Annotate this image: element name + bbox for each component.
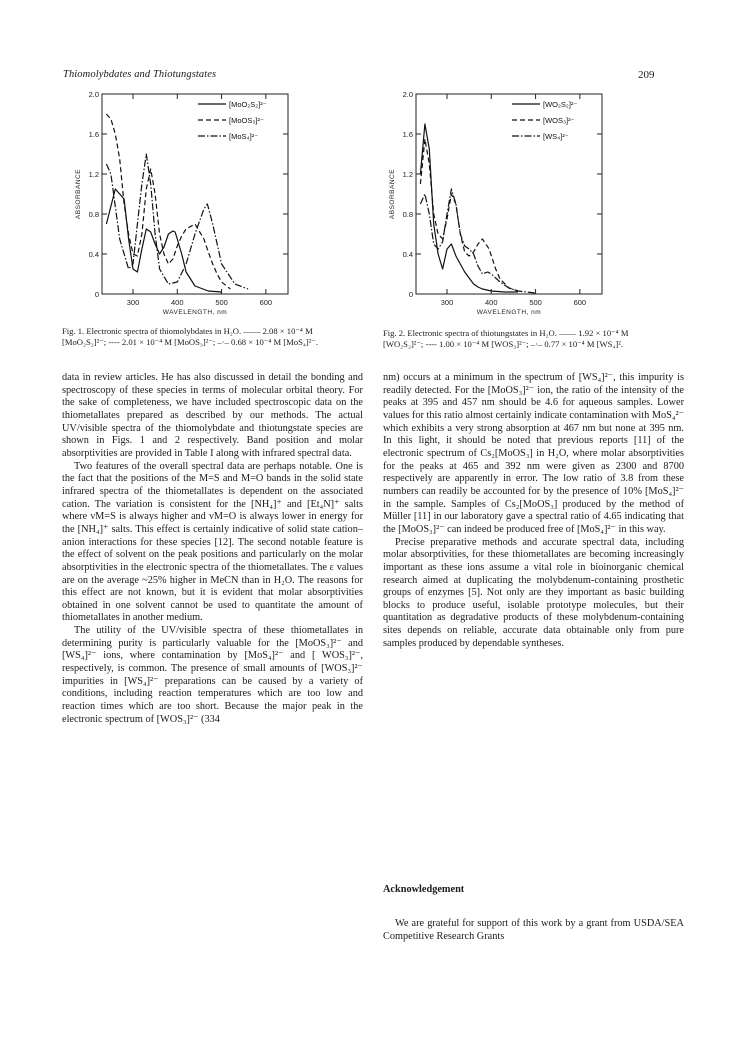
legend-entry: [WO₂S₂]²⁻	[543, 100, 578, 109]
y-tick-label: 0.8	[88, 210, 99, 219]
y-tick-label: 1.2	[402, 170, 413, 179]
y-tick-label: 0.4	[88, 250, 99, 259]
paragraph: Precise preparative methods and accurate spectral data, including molar absorptivities, for these thiometallates are becoming increasingly important as these ions assume a vital role in bioinorganic chemical research aimed at duplicating the molybdenum-containing prosthetic groups of enzymes [5]. Not only are they important as basic building blocks to produce useful, isolable prototype molecules, but their quantitation as degradative products of these molybdenum-containing sites depends on reliable, accurate data obtainable only from pure samples produced by dependable syntheses.	[383, 536, 684, 649]
right-column	[383, 372, 684, 650]
x-tick-label: 600	[573, 298, 587, 307]
acknowledgement-heading: Acknowledgement	[383, 884, 465, 895]
y-tick-label: 0	[94, 290, 99, 299]
figure-2-caption: Fig. 2. Electronic spectra of thiotungstates in H₂O. —— 1.92 × 10⁻⁴ M [WO₂S₂]²⁻; ---- 1.00 × 10⁻⁴ M [WOS₃]²⁻; –·– 0.77 × 10⁻⁴ M [WS₄]².	[383, 328, 629, 349]
x-tick-label: 400	[485, 298, 498, 307]
y-axis-label: ABSORBANCE	[75, 168, 82, 220]
running-title: Thiomolybdates and Thiotungstates	[63, 69, 217, 80]
series-line-1	[420, 124, 518, 292]
y-tick-label: 1.2	[88, 170, 99, 179]
figure-1	[58, 88, 298, 324]
legend-entry: [WS₄]²⁻	[543, 132, 569, 141]
x-tick-label: 400	[171, 298, 184, 307]
paragraph: Two features of the overall spectral data are perhaps notable. One is the fact that the positions of the M=S and M=O bands in the solid state infrared spectra of the thiometallates is dependent on the associated cation. The variation is consistent for the [NH₄]⁺ and [Et₄N]⁺ salts where νM=S is always higher and νM=O is always lower in energy for the [NH₄]⁺ salts. This effect is certainly indicative of solid state cation–anion interactions for these species [12]. The second notable feature is the effect of solvent on the peak positions and particularly on the molar absorptivities in the electronic spectra of the thiometallates. The ε values are on the average ~25% higher in MeCN than in H₂O. The reasons for this effect are not known, but it is evident that molar absorptivities obtained in one solvent cannot be used to quantitate the amount of thiometallates in another medium.	[62, 460, 363, 624]
series-line-3	[420, 189, 535, 293]
x-axis-label: WAVELENGTH, nm	[162, 309, 228, 316]
y-axis-label: ABSORBANCE	[389, 168, 396, 220]
figure-1-chart	[58, 88, 298, 324]
series-line-2	[106, 114, 230, 289]
x-tick-label: 500	[215, 298, 228, 307]
legend-entry: [MoO₂S₂]²⁻	[229, 100, 267, 109]
x-tick-label: 300	[126, 298, 140, 307]
paragraph: data in review articles. He has also discussed in detail the bonding and spectroscopy of these species in terms of molecular orbital theory. For the sake of completeness, we have included spectroscopic data on the thiometallates prepared as described by our methods. The actual UV/visible spectra of the thiomolybdate and thiotungstate species are shown in Figs. 1 and 2 respectively. Band position and molar absorptivities are provided in Table I along with infrared spectral data.	[62, 372, 363, 459]
x-tick-label: 300	[440, 298, 454, 307]
figure-1-caption: Fig. 1. Electronic spectra of thiomolybdates in H₂O. —— 2.08 × 10⁻⁴ M [MoO₂S₂]²⁻; ---- 2.01 × 10⁻⁴ M [MoOS₃]²⁻; –·– 0.68 × 10⁻⁴ M [MoS₄]²⁻.	[62, 326, 318, 347]
figure-2-chart	[372, 88, 612, 324]
y-tick-label: 0.8	[402, 210, 413, 219]
left-column	[62, 372, 363, 726]
y-tick-label: 2.0	[402, 90, 413, 99]
page-number: 209	[638, 69, 655, 81]
figure-2	[372, 88, 612, 324]
legend-entry: [MoOS₃]²⁻	[229, 116, 264, 125]
x-tick-label: 500	[529, 298, 542, 307]
acknowledgement-text: We are grateful for support of this work by a grant from USDA/SEA Competitive Research Grants	[383, 918, 684, 942]
legend-entry: [MoS₄]²⁻	[229, 132, 259, 141]
series-line-3	[106, 154, 248, 289]
x-tick-label: 600	[259, 298, 273, 307]
paragraph: nm) occurs at a minimum in the spectrum of [WS₄]²⁻, this impurity is readily detected. For the [MoOS₃]²⁻ ion, the ratio of the intensity of the peaks at 395 and 457 nm should be 4.6 for aqueous samples. Lower values for this ratio almost certainly indicate contamination with MoS₄²⁻ which exhibits a very strong absorption at 467 nm but none at 395 nm. In this light, it should be noted that previous reports [11] of the electronic spectrum of Cs₂[MoOS₃] in H₂O, where molar absorptivities for the peaks at 465 and 392 nm were given as 2300 and 8700 respectively are apparently in error. The low ratio of 3.8 from these numbers can readily be accounted for by the presence of 10% [MoS₄]²⁻ in the sample. Samples of Cs₂[MoOS₃] produced by the method of Müller [11] in our laboratory gave a spectral ratio of 4.65 indicating that the [MoOS₃]²⁻ can indeed be produced free of [MoS₄]²⁻ in this way.	[383, 372, 684, 535]
y-tick-label: 1.6	[402, 130, 413, 139]
legend-entry: [WOS₃]²⁻	[543, 116, 575, 125]
y-tick-label: 1.6	[88, 130, 99, 139]
acknowledgement-block	[383, 918, 684, 943]
x-axis-label: WAVELENGTH, nm	[476, 309, 542, 316]
y-tick-label: 2.0	[88, 90, 99, 99]
paragraph: The utility of the UV/visible spectra of these thiometallates in determining purity is particularly valuable for the [MoOS₃]²⁻ and [WS₄]²⁻ ions, where contamination by [MoS₄]²⁻ and [ WOS₃]²⁻, respectively, is common. The presence of small amounts of [WOS₃]²⁻ impurities in [WS₄]²⁻ preparations can be caused by a variety of conditions, including reaction temperatures which are too low and reaction times which are too short. Because the major peak in the electronic spectrum of [WOS₃]²⁻ (334	[62, 625, 363, 725]
y-tick-label: 0.4	[402, 250, 413, 259]
y-tick-label: 0	[408, 290, 413, 299]
series-line-2	[420, 139, 518, 291]
